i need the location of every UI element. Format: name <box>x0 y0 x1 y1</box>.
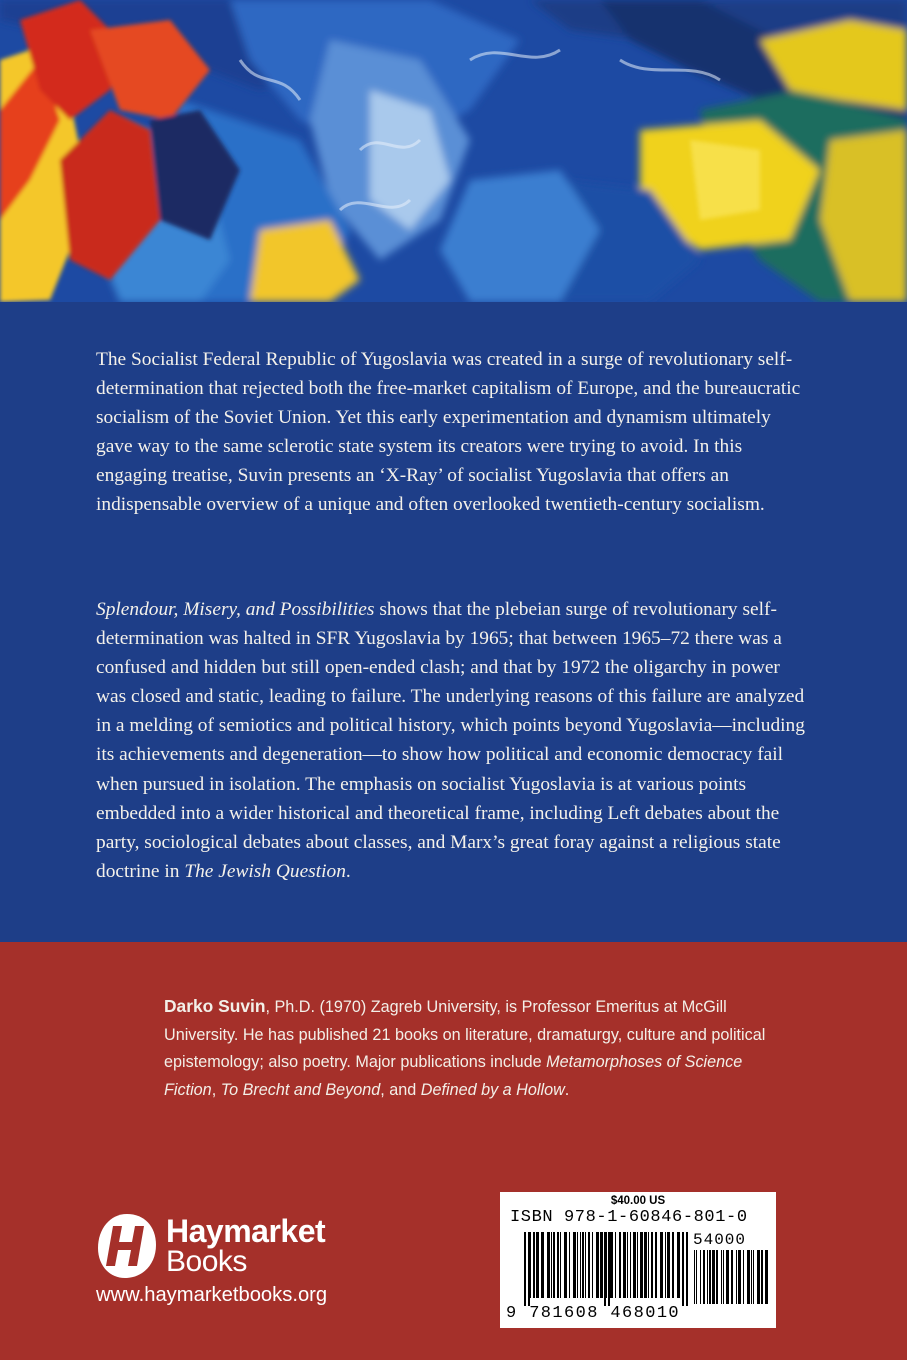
author-book-3: Defined by a Hollow <box>420 1080 565 1099</box>
book-title: Splendour, Misery, and Possibilities <box>96 599 375 620</box>
publisher-name-line1: Haymarket <box>166 1213 326 1249</box>
ean-digits: 9 781608 468010 <box>506 1304 681 1323</box>
description-paragraph-1 <box>96 345 812 520</box>
publisher-website-link[interactable]: www.haymarketbooks.org <box>96 1284 328 1306</box>
price-label: $40.00 US <box>610 1195 666 1207</box>
author-bio <box>164 993 784 1104</box>
price-addon-digits: 54000 <box>693 1231 747 1249</box>
author-book-2: To Brecht and Beyond <box>220 1080 381 1099</box>
isbn-text: ISBN 978-1-60846-801-0 <box>510 1208 748 1227</box>
author-book-1: Metamorphoses of Science Fiction <box>164 1053 743 1099</box>
barcode-label <box>500 1192 776 1328</box>
haymarket-logo-icon <box>96 1212 158 1280</box>
description-text: . <box>345 860 351 882</box>
author-bio-text: . <box>564 1080 570 1099</box>
description-text: The Socialist Federal Republic of Yugoslavia was created in a surge of revolutionary self-determination that rejected both the free-market capitalism of Europe, and the bureaucratic socialism of the Soviet Union. Yet this early experimentation and dynamism ultimately gave way to the same sclerotic state system its creators were trying to avoid. In this engaging treatise, Suvin presents an ‘X-Ray’ of socialist Yugoslavia that offers an indispensable overview of a unique and often overlooked twentieth-century socialism. <box>96 349 801 516</box>
cover-artwork <box>0 0 907 302</box>
description-paragraph-2 <box>96 595 812 886</box>
publisher-name-line2: Books <box>166 1245 247 1278</box>
publisher-logo <box>96 1212 366 1282</box>
author-bio-separator: , and <box>380 1080 421 1099</box>
referenced-title: The Jewish Question <box>184 860 346 882</box>
author-name: Darko Suvin <box>164 996 266 1016</box>
author-bio-separator: , <box>211 1080 221 1099</box>
description-text: shows that the plebeian surge of revolutionary self-determination was halted in SFR Yugoslavia by 1965; that between 1965–72 there was a confused and hidden but still open-ended clash; and that by 1972 the oligarchy in power was closed and static, leading to failure. The underlying reasons of this failure are analyzed in a melding of semiotics and political history, which points beyond Yugoslavia—including its achievements and degeneration—to show how political and economic democracy fail when pursued in isolation. The emphasis on socialist Yugoslavia is at various points embedded into a wider historical and theoretical frame, including Left debates about the party, sociological debates about classes, and Marx’s great foray against a religious state doctrine in <box>96 599 805 882</box>
author-bio-text: , Ph.D. (1970) Zagreb University, is Professor Emeritus at McGill University. He has published 21 books on literature, dramaturgy, culture and political epistemology; also poetry. Major publications include <box>164 998 766 1072</box>
